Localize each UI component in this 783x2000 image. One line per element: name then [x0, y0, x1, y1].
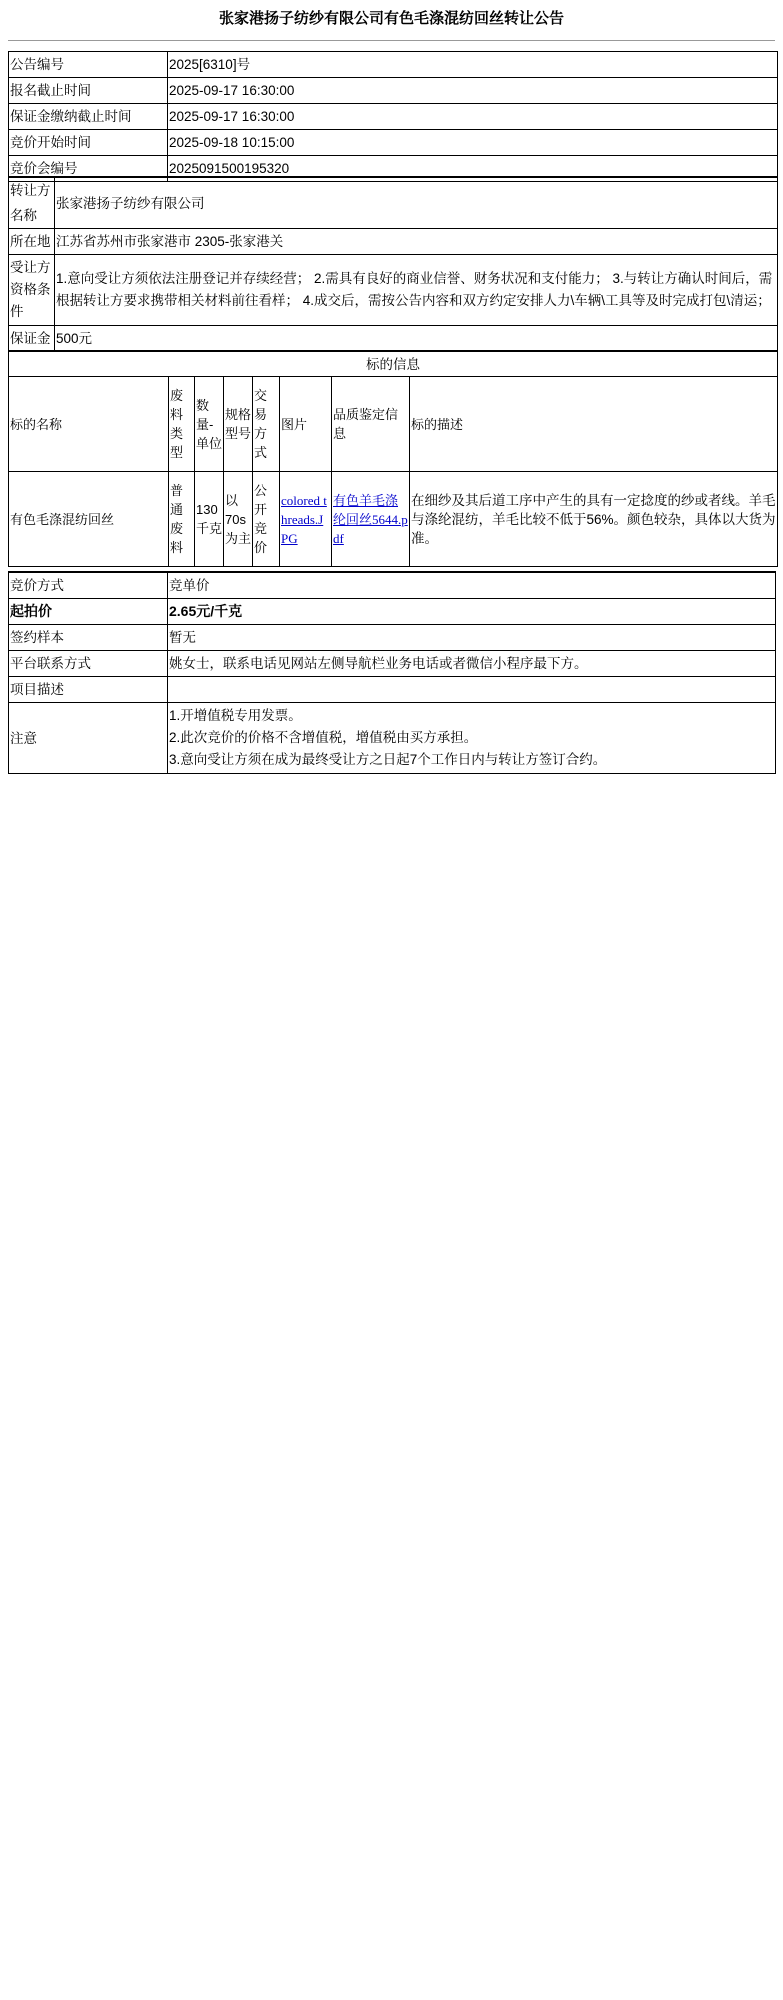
location-label: 所在地	[9, 229, 55, 255]
page-title: 张家港扬子纺纱有限公司有色毛涤混纺回丝转让公告	[218, 10, 564, 27]
notes-cell	[168, 703, 776, 774]
table-row	[9, 130, 778, 156]
info-value-registration-deadline: 2025-09-17 16:30:00	[168, 78, 778, 104]
table-row	[9, 651, 776, 677]
lot-description: 在细纱及其后道工序中产生的具有一定捻度的纱或者线。羊毛与涤纶混纺，羊毛比较不低于56%。颜色较杂，具体以大货为准。	[410, 472, 778, 567]
table-row	[9, 255, 778, 326]
table-row	[9, 572, 776, 599]
lot-quality-cell	[332, 472, 410, 567]
sample-value: 暂无	[168, 625, 776, 651]
info-value-bidding-start: 2025-09-18 10:15:00	[168, 130, 778, 156]
info-label-deposit-deadline: 保证金缴纳截止时间	[9, 104, 168, 130]
header-trade-method: 交易方式	[253, 377, 280, 472]
lot-info-table	[8, 350, 778, 567]
info-label-bidding-start: 竞价开始时间	[9, 130, 168, 156]
note-item: 2.此次竞价的价格不含增值税，增值税由买方承担。	[169, 730, 478, 745]
table-row	[9, 625, 776, 651]
table-row	[9, 326, 778, 352]
quality-report-link[interactable]: 有色羊毛涤纶回丝5644.pdf	[333, 492, 408, 546]
info-label-registration-deadline: 报名截止时间	[9, 78, 168, 104]
sample-label: 签约样本	[9, 625, 168, 651]
table-row	[9, 677, 776, 703]
lot-name: 有色毛涤混纺回丝	[9, 472, 169, 567]
transferor-table	[8, 176, 778, 352]
table-row	[9, 78, 778, 104]
table-row	[9, 177, 778, 229]
table-row	[9, 599, 776, 625]
table-row	[9, 472, 778, 567]
info-value-deposit-deadline: 2025-09-17 16:30:00	[168, 104, 778, 130]
image-file-link[interactable]: colored threads.JPG	[281, 492, 327, 546]
title-divider	[8, 40, 775, 41]
transferor-name-value: 张家港扬子纺纱有限公司	[55, 177, 778, 229]
lot-trade-method: 公开竞价	[253, 472, 280, 567]
contact-label: 平台联系方式	[9, 651, 168, 677]
info-label-auction-number: 竞价会编号	[9, 156, 168, 182]
notes-label: 注意	[9, 703, 168, 774]
lot-image-cell	[280, 472, 332, 567]
lot-waste-type: 普通废料	[169, 472, 195, 567]
lot-spec: 以70s为主	[224, 472, 253, 567]
header-image: 图片	[280, 377, 332, 472]
table-row	[9, 229, 778, 255]
header-quantity-unit: 数量-单位	[195, 377, 224, 472]
header-description: 标的描述	[410, 377, 778, 472]
table-row	[9, 104, 778, 130]
qualification-label: 受让方资格条件	[9, 255, 55, 326]
note-item: 3.意向受让方须在成为最终受让方之日起7个工作日内与转让方签订合约。	[169, 752, 607, 767]
header-spec: 规格型号	[224, 377, 253, 472]
project-description-label: 项目描述	[9, 677, 168, 703]
start-price-value: 2.65元/千克	[168, 599, 776, 625]
header-waste-type: 废料类型	[169, 377, 195, 472]
qualification-value: 1.意向受让方须依法注册登记并存续经营； 2.需具有良好的商业信誉、财务状况和支付能力； 3.与转让方确认时间后，需根据转让方要求携带相关材料前往看样； 4.成交后，需按公告内容和双方约定安排人力\车辆\工具等及时完成打包\清运；	[55, 255, 778, 326]
table-row	[9, 351, 778, 377]
lot-quantity: 130千克	[195, 472, 224, 567]
header-lot-name: 标的名称	[9, 377, 169, 472]
lot-section-title: 标的信息	[9, 351, 778, 377]
info-label-notice-number: 公告编号	[9, 52, 168, 78]
deposit-value: 500元	[55, 326, 778, 352]
table-row	[9, 703, 776, 774]
table-row	[9, 52, 778, 78]
bidding-table	[8, 571, 776, 774]
bid-method-value: 竞单价	[168, 572, 776, 599]
project-description-value	[168, 677, 776, 703]
info-value-notice-number: 2025[6310]号	[168, 52, 778, 78]
info-value-auction-number: 2025091500195320	[168, 156, 778, 182]
note-item: 1.开增值税专用发票。	[169, 708, 302, 723]
start-price-label: 起拍价	[9, 599, 168, 625]
transferor-name-label: 转让方名称	[9, 177, 55, 229]
deposit-label: 保证金	[9, 326, 55, 352]
bid-method-label: 竞价方式	[9, 572, 168, 599]
contact-value: 姚女士，联系电话见网站左侧导航栏业务电话或者微信小程序最下方。	[168, 651, 776, 677]
table-header-row	[9, 377, 778, 472]
location-value: 江苏省苏州市张家港市 2305-张家港关	[55, 229, 778, 255]
announcement-info-table	[8, 51, 778, 182]
header-quality: 品质鉴定信息	[332, 377, 410, 472]
